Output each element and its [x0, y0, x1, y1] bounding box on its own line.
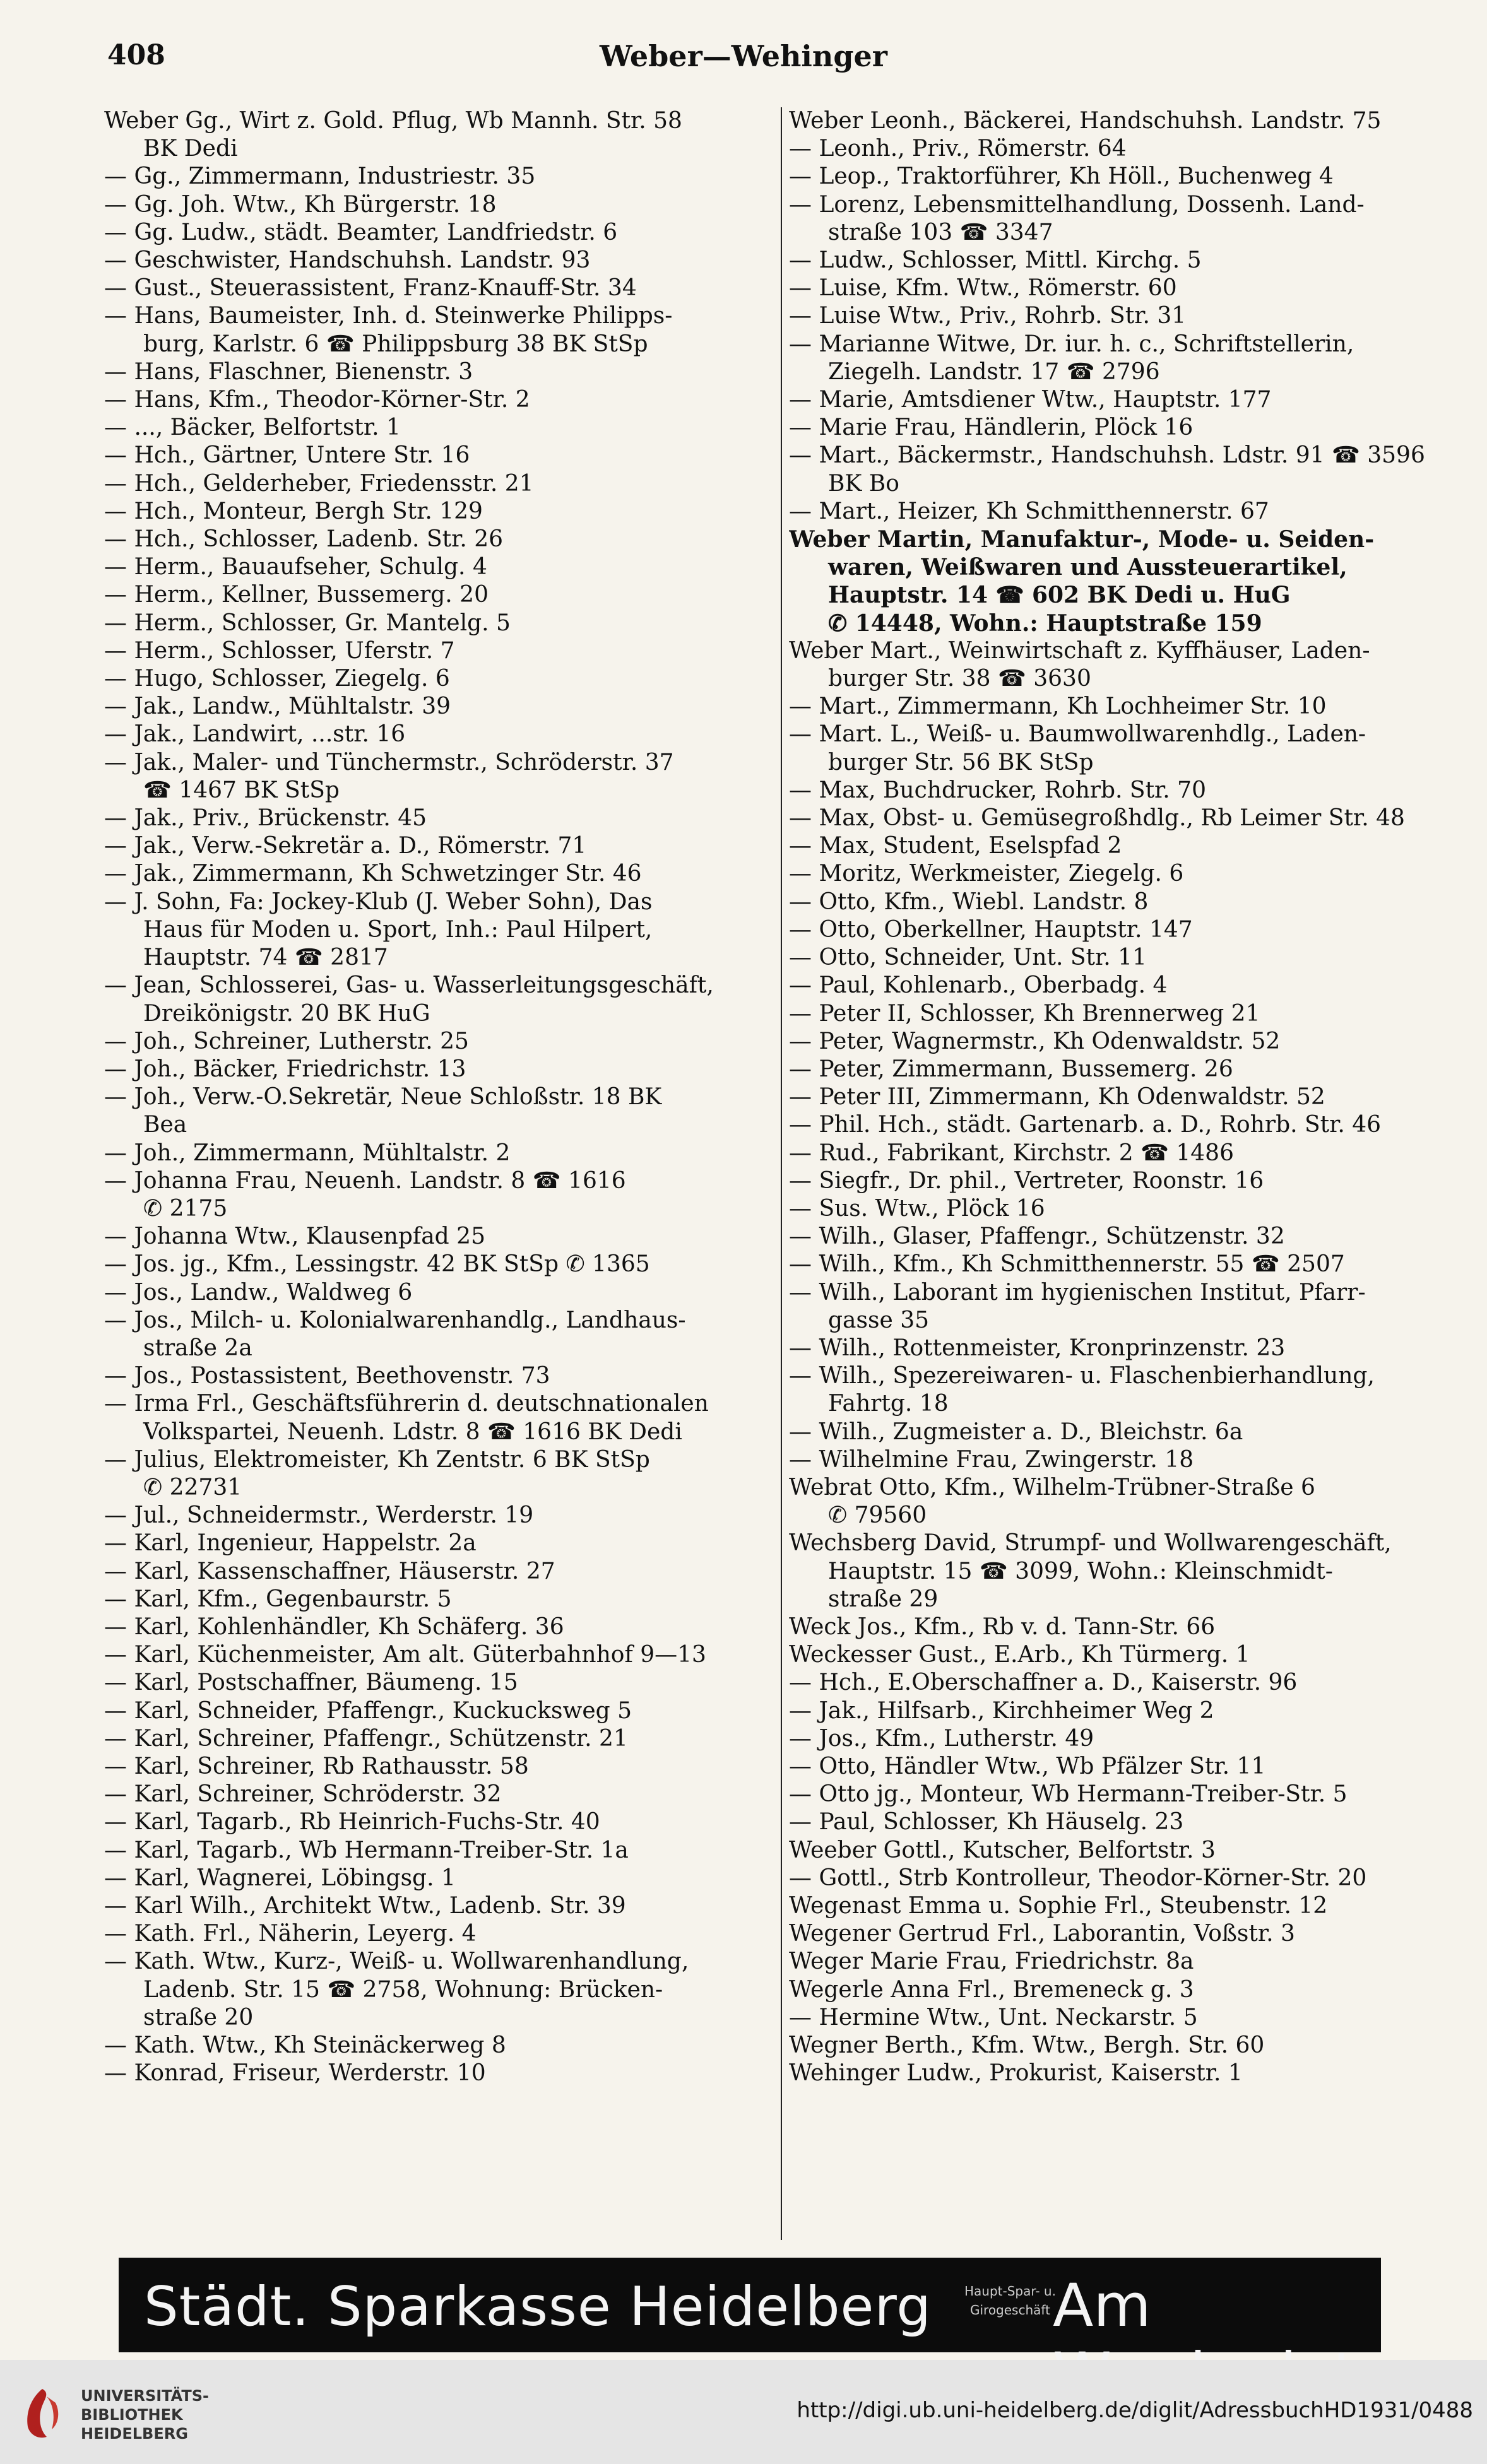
directory-entry-line: — Karl, Tagarb., Wb Hermann-Treiber-Str. 1a [104, 1837, 629, 1863]
directory-entry-line: — Karl, Schreiner, Rb Rathausstr. 58 [104, 1753, 529, 1779]
directory-entry-line: — Joh., Bäcker, Friedrichstr. 13 [104, 1056, 466, 1082]
directory-entry-line: — Jak., Maler- und Tünchermstr., Schröderstr. 37 [104, 749, 674, 775]
directory-entry-line: — Peter II, Schlosser, Kh Brennerweg 21 [789, 1000, 1260, 1027]
directory-entry-line: — Hans, Kfm., Theodor-Körner-Str. 2 [104, 387, 530, 413]
directory-entry-line: — Phil. Hch., städt. Gartenarb. a. D., Rohrb. Str. 46 [789, 1112, 1382, 1138]
directory-entry-line: — Hans, Baumeister, Inh. d. Steinwerke Philipps- [104, 303, 673, 329]
directory-entry-line: Weber Martin, Manufaktur-, Mode- u. Seiden- [789, 526, 1375, 553]
directory-entry-line: — Wilh., Kfm., Kh Schmitthennerstr. 55 ☎ 2507 [789, 1251, 1345, 1278]
directory-entry-line: — Johanna Frau, Neuenh. Landstr. 8 ☎ 1616 [104, 1167, 626, 1194]
directory-entry-line: — Karl, Schneider, Pfaffengr., Kuckucksweg 5 [104, 1697, 632, 1724]
directory-entry-line: — Wilh., Zugmeister a. D., Bleichstr. 6a [789, 1418, 1243, 1445]
library-name-line-3: HEIDELBERG [81, 2425, 188, 2443]
directory-entry-line: Hauptstr. 74 ☎ 2817 [143, 945, 388, 971]
directory-entry-line: — Leonh., Priv., Römerstr. 64 [789, 136, 1127, 162]
sparkasse-advertisement [119, 2258, 1381, 2352]
directory-entry-line: — Ludw., Schlosser, Mittl. Kirchg. 5 [789, 247, 1202, 274]
directory-entry-line: Hauptstr. 15 ☎ 3099, Wohn.: Kleinschmidt- [828, 1558, 1333, 1584]
directory-entry-line: — Paul, Schlosser, Kh Häuselg. 23 [789, 1809, 1184, 1836]
directory-entry-line: BK Bo [828, 470, 899, 497]
directory-entry-line: — Moritz, Werkmeister, Ziegelg. 6 [789, 861, 1184, 887]
directory-entry-line: — Hans, Flaschner, Bienenstr. 3 [104, 358, 473, 385]
directory-entry-line: — Jak., Priv., Brückenstr. 45 [104, 805, 427, 832]
banner-middle-line-1: Haupt-Spar- u. [964, 2284, 1056, 2299]
directory-entry-line: — Wilh., Spezereiwaren- u. Flaschenbierhandlung, [789, 1363, 1375, 1389]
directory-entry-line: — Max, Obst- u. Gemüsegroßhdlg., Rb Leimer Str. 48 [789, 805, 1405, 832]
directory-entry-line: — Peter, Zimmermann, Bussemerg. 26 [789, 1056, 1233, 1082]
directory-entry-line: — Lorenz, Lebensmittelhandlung, Dossenh. Land- [789, 191, 1365, 218]
directory-entry-line: — Mart., Bäckermstr., Handschuhsh. Ldstr. 91 ☎ 3596 [789, 442, 1425, 469]
directory-entry-line: ✆ 2175 [143, 1195, 228, 1222]
directory-entry-line: — Leop., Traktorführer, Kh Höll., Buchenweg 4 [789, 163, 1334, 190]
directory-entry-line: straße 29 [828, 1586, 939, 1612]
directory-entry-line: burg, Karlstr. 6 ☎ Philippsburg 38 BK StSp [143, 331, 648, 357]
directory-entry-line: — Konrad, Friseur, Werderstr. 10 [104, 2060, 486, 2087]
source-url-link[interactable]: http://digi.ub.uni-heidelberg.de/diglit/AdressbuchHD1931/0488 [797, 2398, 1473, 2423]
directory-entry-line: — Karl, Postschaffner, Bäumeng. 15 [104, 1670, 518, 1696]
directory-entry-line: — Kath. Wtw., Kh Steinäckerweg 8 [104, 2032, 506, 2059]
right-column [789, 107, 1458, 2240]
directory-entry-line: — Otto jg., Monteur, Wb Hermann-Treiber-Str. 5 [789, 1781, 1348, 1808]
directory-entry-line: Ziegelh. Landstr. 17 ☎ 2796 [828, 358, 1160, 385]
directory-entry-line: — Luise Wtw., Priv., Rohrb. Str. 31 [789, 303, 1187, 329]
banner-middle-line-2: Girogeschäft [969, 2302, 1050, 2318]
directory-entry-line: — Hch., Gelderheber, Friedensstr. 21 [104, 470, 534, 497]
directory-entry-line: — Jos. jg., Kfm., Lessingstr. 42 BK StSp ✆ 1365 [104, 1251, 650, 1278]
page-header [0, 39, 1487, 83]
page-number: 408 [107, 39, 165, 71]
directory-entry-line: Wegener Gertrud Frl., Laborantin, Voßstr. 3 [789, 1921, 1295, 1947]
directory-entry-line: Weckesser Gust., E.Arb., Kh Türmerg. 1 [789, 1642, 1250, 1668]
directory-entry-line: — Jos., Milch- u. Kolonialwarenhandlg., Landhaus- [104, 1307, 686, 1333]
directory-entry-line: — Karl, Kassenschaffner, Häuserstr. 27 [104, 1558, 555, 1584]
directory-entry-line: burger Str. 56 BK StSp [828, 749, 1094, 775]
directory-entry-line: — Luise, Kfm. Wtw., Römerstr. 60 [789, 275, 1177, 302]
directory-entry-line: — Otto, Kfm., Wiebl. Landstr. 8 [789, 888, 1149, 915]
directory-entry-line: — Karl, Kohlenhändler, Kh Schäferg. 36 [104, 1613, 564, 1640]
directory-entry-line: straße 2a [143, 1335, 252, 1361]
directory-entry-line: Webrat Otto, Kfm., Wilhelm-Trübner-Straße 6 [789, 1474, 1315, 1500]
directory-entry-line: — Herm., Schlosser, Uferstr. 7 [104, 637, 455, 664]
directory-entry-line: Fahrtg. 18 [828, 1391, 949, 1417]
library-name [81, 2386, 209, 2443]
banner-middle-text [964, 2282, 1056, 2320]
directory-entry-line: — Karl, Wagnerei, Löbingsg. 1 [104, 1865, 456, 1891]
digitization-footer [0, 2360, 1487, 2464]
directory-entry-line: — Joh., Verw.-O.Sekretär, Neue Schloßstr. 18 BK [104, 1084, 662, 1111]
directory-entry-line: Weber Gg., Wirt z. Gold. Pflug, Wb Mannh. Str. 58 [104, 108, 682, 134]
directory-entry-line: — Gg., Zimmermann, Industriestr. 35 [104, 163, 536, 190]
library-name-line-1: UNIVERSITÄTS- [81, 2387, 210, 2405]
directory-entry-line: — Hch., E.Oberschaffner a. D., Kaiserstr. 96 [789, 1670, 1298, 1696]
directory-entry-line: — Marie Frau, Händlerin, Plöck 16 [789, 415, 1194, 441]
directory-entry-line: Wechsberg David, Strumpf- und Wollwarengeschäft, [789, 1530, 1392, 1557]
directory-entry-line: — Herm., Schlosser, Gr. Mantelg. 5 [104, 610, 511, 636]
directory-entry-line: ✆ 14448, Wohn.: Hauptstraße 159 [828, 610, 1262, 637]
directory-entry-line: — Kath. Frl., Näherin, Leyerg. 4 [104, 1921, 477, 1947]
directory-entry-line: — Geschwister, Handschuhsh. Landstr. 93 [104, 247, 591, 274]
directory-entry-line: — Wilh., Laborant im hygienischen Institut, Pfarr- [789, 1279, 1366, 1306]
directory-entry-line: — Jak., Zimmermann, Kh Schwetzinger Str. 46 [104, 861, 642, 887]
directory-entry-line: — Gg. Ludw., städt. Beamter, Landfriedstr. 6 [104, 219, 618, 245]
directory-entry-line: Weber Leonh., Bäckerei, Handschuhsh. Landstr. 75 [789, 108, 1382, 134]
directory-entry-line: Dreikönigstr. 20 BK HuG [143, 1000, 430, 1027]
directory-entry-line: ✆ 79560 [828, 1502, 927, 1529]
directory-entry-line: Wegner Berth., Kfm. Wtw., Bergh. Str. 60 [789, 2032, 1265, 2059]
directory-entry-line: — Wilhelmine Frau, Zwingerstr. 18 [789, 1446, 1194, 1473]
directory-entry-line: Weck Jos., Kfm., Rb v. d. Tann-Str. 66 [789, 1613, 1216, 1640]
directory-entry-line: — Otto, Händler Wtw., Wb Pfälzer Str. 11 [789, 1753, 1266, 1779]
directory-entry-line: Wegerle Anna Frl., Bremeneck g. 3 [789, 1976, 1194, 2003]
column-divider [781, 107, 782, 2240]
directory-entry-line: — Rud., Fabrikant, Kirchstr. 2 ☎ 1486 [789, 1140, 1234, 1166]
directory-entry-line: — Wilh., Rottenmeister, Kronprinzenstr. 23 [789, 1335, 1286, 1361]
left-column [104, 107, 773, 2240]
directory-entry-line: — Gottl., Strb Kontrolleur, Theodor-Körner-Str. 20 [789, 1865, 1367, 1891]
directory-entry-line: — Mart., Heizer, Kh Schmitthennerstr. 67 [789, 498, 1269, 524]
directory-entry-line: — Karl Wilh., Architekt Wtw., Ladenb. Str. 39 [104, 1893, 626, 1919]
university-library-logo-icon [14, 2385, 71, 2442]
banner-right-text: Am [1053, 2272, 1151, 2340]
directory-entry-line: — Karl, Schreiner, Schröderstr. 32 [104, 1781, 502, 1808]
directory-entry-line: — Jak., Verw.-Sekretär a. D., Römerstr. 71 [104, 833, 587, 859]
directory-entry-line: — Mart. L., Weiß- u. Baumwollwarenhdlg., Laden- [789, 721, 1366, 748]
directory-entry-line: — Jean, Schlosserei, Gas- u. Wasserleitungsgeschäft, [104, 972, 714, 999]
directory-entry-line: — Otto, Schneider, Unt. Str. 11 [789, 945, 1147, 971]
directory-entry-line: — Hermine Wtw., Unt. Neckarstr. 5 [789, 2004, 1198, 2031]
directory-entry-line: Haus für Moden u. Sport, Inh.: Paul Hilpert, [143, 916, 653, 943]
directory-entry-line: burger Str. 38 ☎ 3630 [828, 666, 1091, 692]
directory-entry-line: Wegenast Emma u. Sophie Frl., Steubenstr. 12 [789, 1893, 1328, 1919]
directory-entry-line: — Herm., Kellner, Bussemerg. 20 [104, 582, 489, 608]
directory-entry-line: — ..., Bäcker, Belfortstr. 1 [104, 415, 401, 441]
directory-entry-line: — Hch., Gärtner, Untere Str. 16 [104, 442, 470, 469]
directory-entry-line: ☎ 1467 BK StSp [143, 777, 340, 803]
directory-entry-line: Wehinger Ludw., Prokurist, Kaiserstr. 1 [789, 2060, 1243, 2087]
directory-entry-line: — Jos., Postassistent, Beethovenstr. 73 [104, 1363, 550, 1389]
directory-entry-line: BK Dedi [143, 136, 238, 162]
directory-entry-line: — Otto, Oberkellner, Hauptstr. 147 [789, 916, 1193, 943]
directory-entry-line: — Karl, Tagarb., Rb Heinrich-Fuchs-Str. 40 [104, 1809, 600, 1836]
directory-entry-line: — Marie, Amtsdiener Wtw., Hauptstr. 177 [789, 387, 1272, 413]
directory-entry-line: — Paul, Kohlenarb., Oberbadg. 4 [789, 972, 1168, 999]
directory-entry-line: — Mart., Zimmermann, Kh Lochheimer Str. 10 [789, 693, 1327, 720]
directory-entry-line: straße 20 [143, 2004, 254, 2031]
directory-entry-line: — Sus. Wtw., Plöck 16 [789, 1195, 1045, 1222]
directory-entry-line: — Karl, Kfm., Gegenbaurstr. 5 [104, 1586, 452, 1612]
directory-entry-line: — Hch., Schlosser, Ladenb. Str. 26 [104, 526, 504, 553]
directory-entry-line: — Johanna Wtw., Klausenpfad 25 [104, 1223, 485, 1250]
running-head: Weber—Wehinger [599, 39, 888, 73]
directory-entry-line: — Peter III, Zimmermann, Kh Odenwaldstr. 52 [789, 1084, 1325, 1111]
directory-entry-line: — Marianne Witwe, Dr. iur. h. c., Schriftstellerin, [789, 331, 1354, 357]
directory-entry-line: Volkspartei, Neuenh. Ldstr. 8 ☎ 1616 BK Dedi [143, 1418, 682, 1445]
directory-entry-line: waren, Weißwaren und Aussteuerartikel, [828, 554, 1348, 581]
directory-entry-line: — Herm., Bauaufseher, Schulg. 4 [104, 554, 487, 581]
directory-entry-line: — Jos., Landw., Waldweg 6 [104, 1279, 413, 1306]
directory-entry-line: — Siegfr., Dr. phil., Vertreter, Roonstr. 16 [789, 1167, 1264, 1194]
directory-entry-line: Bea [143, 1112, 187, 1138]
directory-entry-line: — Joh., Schreiner, Lutherstr. 25 [104, 1028, 469, 1054]
directory-entry-line: Weber Mart., Weinwirtschaft z. Kyffhäuser, Laden- [789, 637, 1370, 664]
directory-entry-line: — Jak., Hilfsarb., Kirchheimer Weg 2 [789, 1697, 1214, 1724]
directory-entry-line: — Karl, Schreiner, Pfaffengr., Schützenstr. 21 [104, 1725, 628, 1752]
directory-entry-line: — Julius, Elektromeister, Kh Zentstr. 6 BK StSp [104, 1446, 650, 1473]
directory-entry-line: — Wilh., Glaser, Pfaffengr., Schützenstr. 32 [789, 1223, 1285, 1250]
directory-entry-line: — Joh., Zimmermann, Mühltalstr. 2 [104, 1140, 511, 1166]
directory-entry-line: — Jak., Landwirt, ...str. 16 [104, 721, 406, 748]
directory-entry-line: — Gust., Steuerassistent, Franz-Knauff-Str. 34 [104, 275, 637, 302]
directory-entry-line: Weeber Gottl., Kutscher, Belfortstr. 3 [789, 1837, 1216, 1863]
directory-entry-line: — Max, Buchdrucker, Rohrb. Str. 70 [789, 777, 1206, 803]
directory-entry-line: Hauptstr. 14 ☎ 602 BK Dedi u. HuG [828, 582, 1291, 609]
directory-entry-line: — Jul., Schneidermstr., Werderstr. 19 [104, 1502, 534, 1529]
library-name-line-2: BIBLIOTHEK [81, 2406, 183, 2424]
banner-left-text: Städt. Sparkasse Heidelberg [144, 2275, 932, 2338]
directory-entry-line: — Jak., Landw., Mühltalstr. 39 [104, 693, 451, 720]
directory-entry-line: — Gg. Joh. Wtw., Kh Bürgerstr. 18 [104, 191, 497, 218]
directory-entry-line: — Karl, Ingenieur, Happelstr. 2a [104, 1530, 477, 1557]
directory-entry-line: — Kath. Wtw., Kurz-, Weiß- u. Wollwarenhandlung, [104, 1948, 689, 1975]
directory-entry-line: ✆ 22731 [143, 1474, 242, 1500]
directory-entry-line: — Jos., Kfm., Lutherstr. 49 [789, 1725, 1094, 1752]
directory-entry-line: — Hugo, Schlosser, Ziegelg. 6 [104, 666, 450, 692]
directory-entry-line: — Irma Frl., Geschäftsführerin d. deutschnationalen [104, 1391, 709, 1417]
directory-entry-line: — Peter, Wagnermstr., Kh Odenwaldstr. 52 [789, 1028, 1281, 1054]
directory-entry-line: gasse 35 [828, 1307, 930, 1333]
directory-entry-line: — Hch., Monteur, Bergh Str. 129 [104, 498, 483, 524]
directory-entry-line: — J. Sohn, Fa: Jockey-Klub (J. Weber Sohn), Das [104, 888, 653, 915]
directory-entry-line: — Max, Student, Eselspfad 2 [789, 833, 1122, 859]
directory-entry-line: Weger Marie Frau, Friedrichstr. 8a [789, 1948, 1194, 1975]
directory-entry-line: Ladenb. Str. 15 ☎ 2758, Wohnung: Brücken- [143, 1976, 663, 2003]
directory-entry-line: — Karl, Küchenmeister, Am alt. Güterbahnhof 9—13 [104, 1642, 706, 1668]
directory-entry-line: straße 103 ☎ 3347 [828, 219, 1053, 245]
